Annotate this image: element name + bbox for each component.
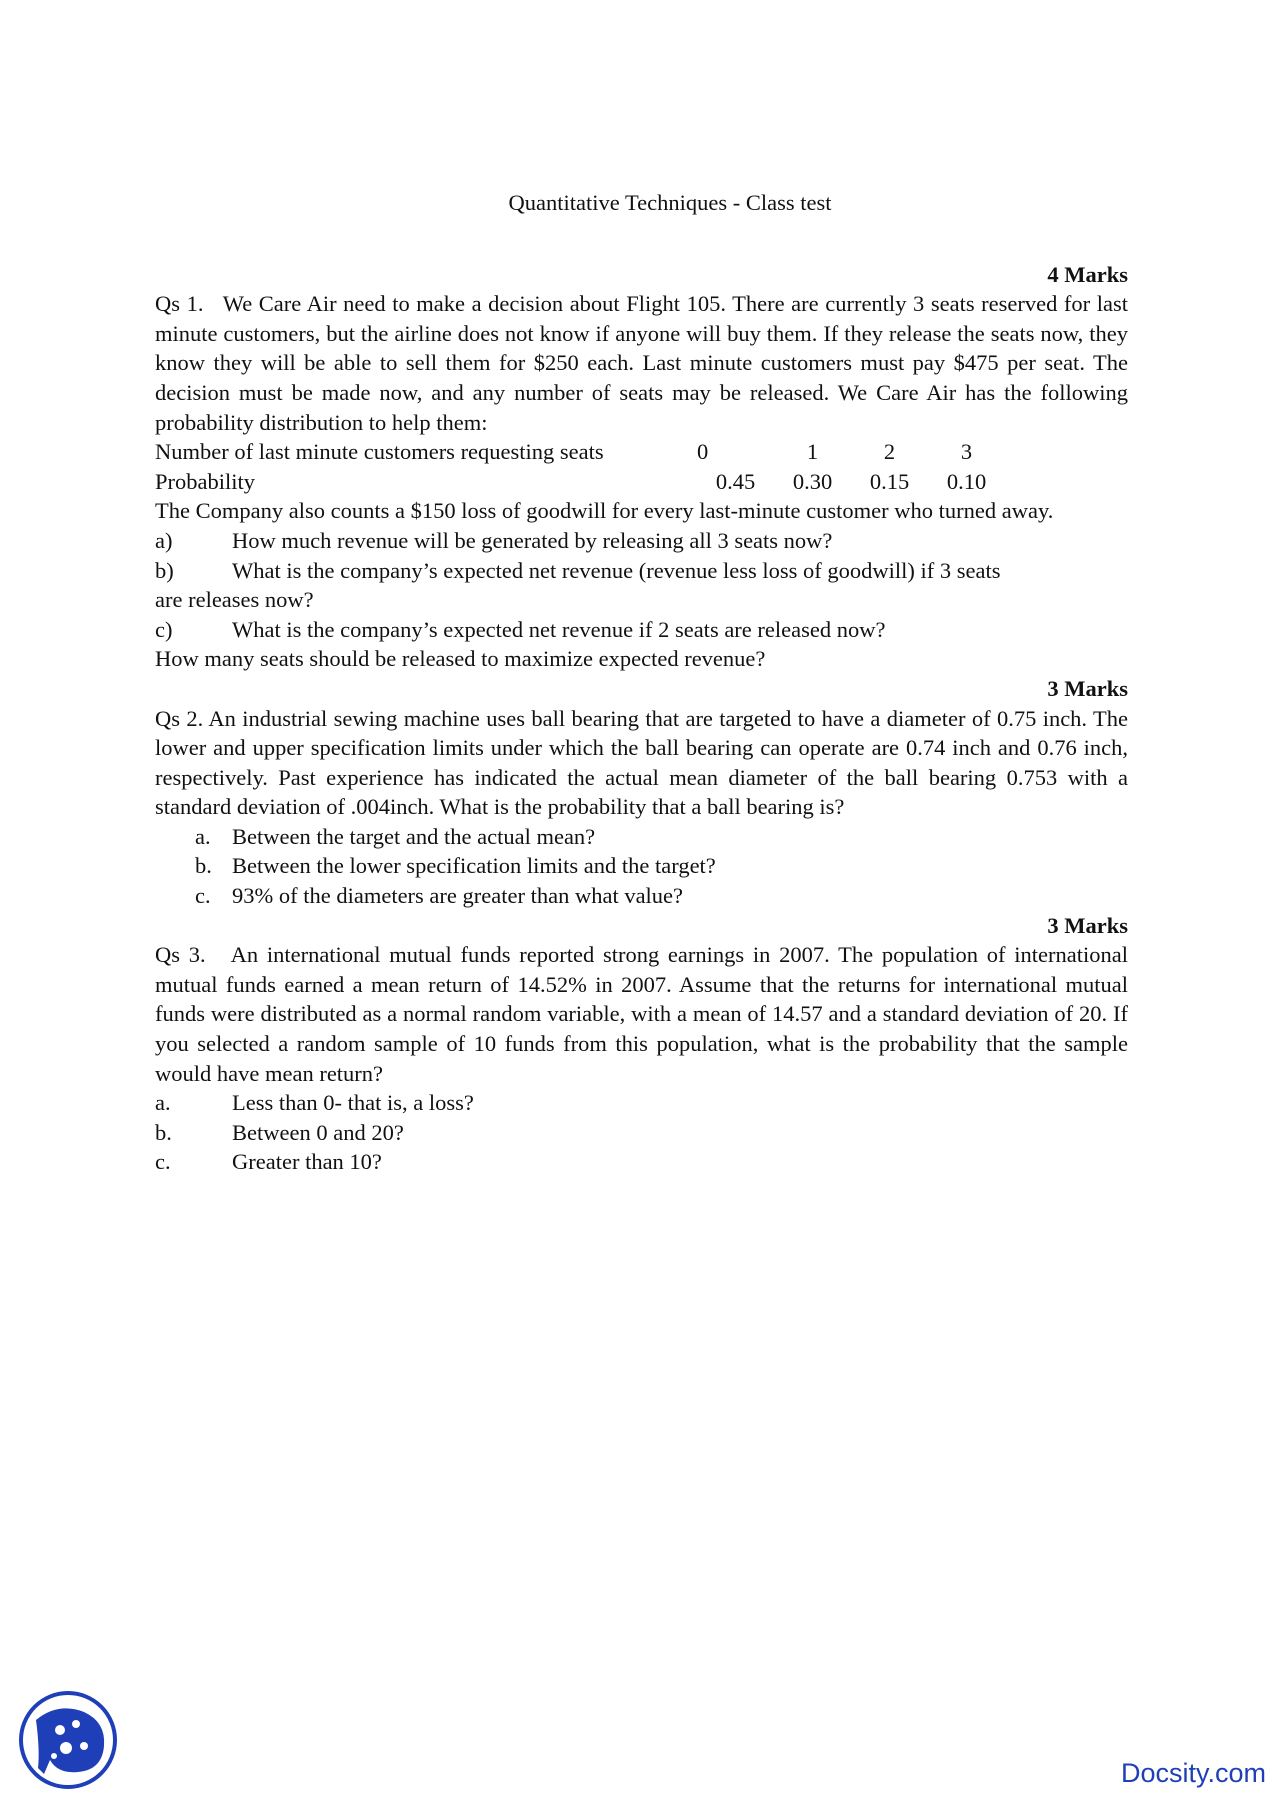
list-item <box>155 1118 1128 1148</box>
q2-parts <box>155 822 1128 911</box>
probability-table <box>155 437 1005 496</box>
part-label: b) <box>155 557 174 583</box>
part-label: b. <box>195 853 212 879</box>
table-cell: 0.30 <box>792 468 833 494</box>
q1-part-b <box>155 556 1128 586</box>
table-cell: 0.15 <box>869 468 910 494</box>
question-1 <box>155 260 1134 674</box>
table-cell: 3 <box>960 439 973 465</box>
part-text: Less than 0- that is, a loss? <box>232 1090 474 1116</box>
part-label: b. <box>155 1119 172 1145</box>
part-text: Between the target and the actual mean? <box>232 823 596 849</box>
q1-text: Qs 1. We Care Air need to make a decision about Flight 105. There are currently 3 seats reserved for last minute customers, but the airline does not know if anyone will buy them. If they release the seats now, they know they will be able to sell them for $250 each. Last minute customers must pay $475 per seat. The decision must be made now, and any number of seats may be released. We Care Air has the following probability distribution to help them: <box>155 291 1134 435</box>
table-row-label: Number of last minute customers requesting seats <box>155 439 604 465</box>
list-item <box>155 1147 1128 1177</box>
part-text: Greater than 10? <box>232 1149 382 1175</box>
question-3 <box>155 911 1134 1177</box>
q1-marks: 4 Marks <box>1047 261 1128 287</box>
part-text: Between the lower specification limits and the target? <box>232 853 716 879</box>
table-cell: 1 <box>806 439 819 465</box>
q3-marks: 3 Marks <box>1047 912 1128 938</box>
document-content <box>155 188 1134 1177</box>
part-label: a. <box>195 823 211 849</box>
page-title: Quantitative Techniques - Class test <box>508 190 832 215</box>
part-text: How much revenue will be generated by releasing all 3 seats now? <box>232 527 833 553</box>
q1-part-a <box>155 526 1128 556</box>
q2-marks: 3 Marks <box>1047 675 1128 701</box>
part-label: c. <box>195 883 211 909</box>
q2-text: Qs 2. An industrial sewing machine uses ball bearing that are targeted to have a diameter of 0.75 inch. The lower and upper specification limits under which the ball bearing can operate are 0.74 inch and 0.76 inch, respectively. Past experience has indicated the actual mean diameter of the ball bearing 0.753 with a standard deviation of .004inch. What is the probability that a ball bearing is? <box>155 705 1128 820</box>
table-cell: 0.45 <box>715 468 756 494</box>
table-row <box>155 467 1005 497</box>
part-text: 93% of the diameters are greater than what value? <box>232 883 684 909</box>
part-label: a. <box>155 1090 171 1116</box>
table-row-label: Probability <box>155 468 255 494</box>
q1-part-c <box>155 615 1128 645</box>
part-text: Between 0 and 20? <box>232 1119 404 1145</box>
list-item <box>195 851 1128 881</box>
list-item <box>195 822 1128 852</box>
part-text: What is the company’s expected net revenue (revenue less loss of goodwill) if 3 seats <box>232 557 1001 583</box>
q1-part-b-continued: are releases now? <box>155 587 314 613</box>
part-label: c. <box>155 1149 171 1175</box>
docsity-brand-text: Docsity.com <box>1120 1758 1266 1788</box>
docsity-logo-icon <box>18 1690 118 1790</box>
q1-goodwill: The Company also counts a $150 loss of goodwill for every last-minute customer who turned away. <box>155 498 1054 524</box>
table-row <box>155 437 1005 467</box>
q3-text: Qs 3. An international mutual funds reported strong earnings in 2007. The population of international mutual funds earned a mean return of 14.52% in 2007. Assume that the returns for international mutual funds were distributed as a normal random variable, with a mean of 14.57 and a standard deviation of 20. If you selected a random sample of 10 funds from this population, what is the probability that the sample would have mean return? <box>155 942 1134 1086</box>
q1-final-question: How many seats should be released to maximize expected revenue? <box>155 646 766 672</box>
part-text: What is the company’s expected net revenue if 2 seats are released now? <box>232 616 886 642</box>
table-cell: 2 <box>883 439 896 465</box>
part-label: a) <box>155 527 173 553</box>
table-cell: 0 <box>697 439 709 465</box>
list-item <box>195 881 1128 911</box>
table-cell: 0.10 <box>946 468 987 494</box>
part-label: c) <box>155 616 173 642</box>
list-item <box>155 1088 1128 1118</box>
question-2 <box>155 674 1128 911</box>
